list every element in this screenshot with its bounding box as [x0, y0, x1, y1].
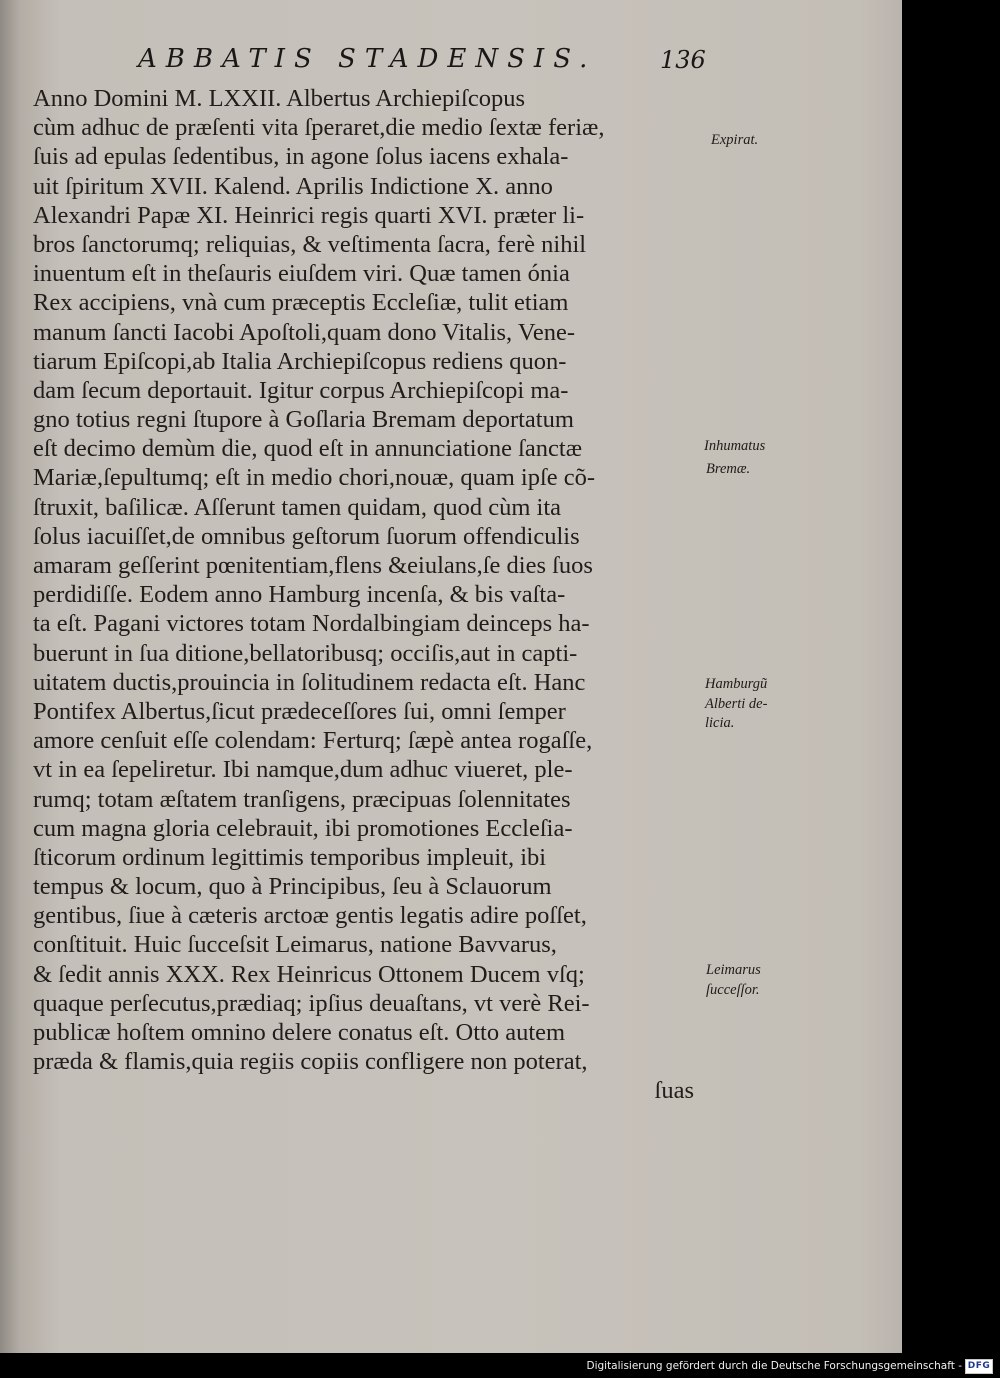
running-head: ABBATIS STADENSIS.: [138, 44, 597, 74]
text-line: amore cenſuit eſſe colendam: Ferturq; ſæpè antea rogaſſe,: [33, 727, 593, 755]
margin-note-line: Leimarus: [706, 962, 761, 978]
text-line: Anno Domini M. LXXII. Albertus Archiepiſcopus: [33, 85, 525, 112]
text-line: gno totius regni ſtupore à Goſlaria Bremam deportatum: [33, 406, 574, 434]
text-line: perdidiſſe. Eodem anno Hamburg incenſa, & bis vaſta-: [33, 581, 566, 609]
margin-note-line: Inhumatus: [704, 438, 766, 454]
text-line: ſtruxit, baſilicæ. Aſſerunt tamen quidam, quod cùm ita: [33, 493, 562, 521]
text-line: amaram geſſerint pœnitentiam,flens &eiulans,ſe dies ſuos: [33, 552, 593, 579]
margin-note-line: ſucceſſor.: [706, 982, 760, 998]
text-line: tiarum Epiſcopi,ab Italia Archiepiſcopus rediens quon-: [33, 347, 567, 375]
margin-note-line: licia.: [705, 715, 735, 731]
text-line: Mariæ,ſepultumq; eſt in medio chori,nouæ, quam ipſe cõ-: [33, 464, 596, 492]
text-line: vt in ea ſepeliretur. Ibi namque,dum adhuc viueret, ple-: [33, 756, 573, 784]
text-line: rumq; totam æſtatem tranſigens, præcipuas ſolennitates: [33, 785, 571, 813]
margin-note-line: Bremæ.: [706, 461, 751, 477]
digitization-credit: Digitalisierung gefördert durch die Deutsche Forschungsgemeinschaft -: [586, 1360, 962, 1372]
margin-note-hamburgum: [705, 676, 767, 731]
text-line: manum ſancti Iacobi Apoſtoli,quam dono Vitalis, Vene-: [33, 318, 575, 346]
text-line: præda & flamis,quia regiis copiis confligere non poterat,: [33, 1048, 588, 1076]
text-line: buerunt in ſua ditione,bellatoribusq; occiſis,aut in capti-: [33, 639, 578, 667]
margin-note-leimarus: [706, 962, 761, 998]
body-text: [33, 84, 698, 1106]
text-line: bros ſanctorumq; reliquias, & veſtimenta ſacra, ferè nihil: [33, 230, 587, 258]
text-line: uit ſpiritum XVII. Kalend. Aprilis Indictione X. anno: [33, 172, 553, 200]
margin-note-line: Hamburgũ: [705, 676, 768, 692]
margin-note-inhumatus: [704, 438, 765, 477]
text-line: ſuis ad epulas ſedentibus, in agone ſolus iacens exhala-: [33, 143, 569, 171]
text-line: tempus & locum, quo à Principibus, ſeu à Sclauorum: [33, 873, 552, 901]
catchword: ſuas: [654, 1077, 694, 1105]
text-line: conſtituit. Huic ſucceſsit Leimarus, natione Bavvarus,: [33, 931, 557, 959]
text-line: dam ſecum deportauit. Igitur corpus Archiepiſcopi ma-: [33, 376, 569, 404]
margin-note-expirat: [711, 132, 758, 148]
text-line: ta eſt. Pagani victores totam Nordalbingiam deinceps ha-: [33, 610, 590, 638]
margin-note-line: Expirat.: [711, 132, 759, 148]
text-line: & ſedit annis XXX. Rex Heinricus Ottonem Ducem vſq;: [33, 960, 585, 988]
text-line: eſt decimo demùm die, quod eſt in annunciatione ſanctæ: [33, 435, 583, 463]
dfg-logo: DFG: [965, 1359, 993, 1374]
text-line: cùm adhuc de præſenti vita ſperaret,die medio ſextæ feriæ,: [33, 114, 605, 142]
page-number: 136: [660, 46, 706, 74]
text-line: Alexandri Papæ XI. Heinrici regis quarti XVI. præter li-: [33, 201, 585, 229]
text-line: quaque perſecutus,prædiaq; ipſius deuaſtans, vt verè Rei-: [33, 989, 590, 1017]
text-line: ſticorum ordinum legittimis temporibus impleuit, ibi: [33, 843, 547, 871]
text-line: gentibus, ſiue à cæteris arctoæ gentis legatis adire poſſet,: [33, 902, 587, 930]
margin-note-line: Alberti de-: [705, 696, 768, 712]
text-line: cum magna gloria celebrauit, ibi promotiones Eccleſia-: [33, 814, 573, 842]
text-line: Rex accipiens, vnà cum præceptis Eccleſiæ, tulit etiam: [33, 289, 569, 317]
text-line: publicæ hoſtem omnino delere conatus eſt. Otto autem: [33, 1019, 566, 1046]
text-line: ſolus iacuiſſet,de omnibus geſtorum ſuorum offendiculis: [33, 522, 580, 550]
text-line: uitatem ductis,prouincia in ſolitudinem redacta eſt. Hanc: [33, 668, 586, 696]
text-line: inuentum eſt in theſauris eiuſdem viri. Quæ tamen ónia: [33, 260, 570, 288]
text-line: Pontifex Albertus,ſicut prædeceſſores ſui, omni ſemper: [33, 697, 566, 725]
